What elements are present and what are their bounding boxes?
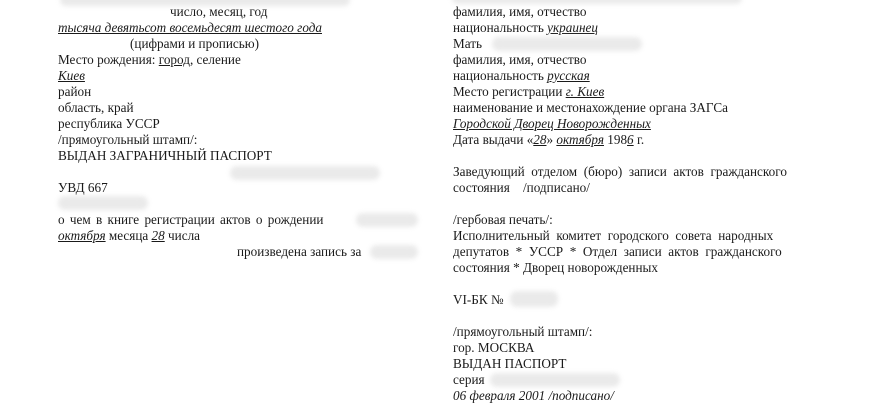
seal-text-line-1: Исполнительный комитет городского совета народных: [453, 228, 774, 243]
seal-text-line-3: состояния * Дворец новорожденных: [453, 260, 659, 275]
issue-date-label: Дата выдачи «: [453, 132, 534, 147]
stamp-label-2: /прямоугольный штамп/:: [453, 324, 593, 339]
certificate-number: VI-БК №: [453, 292, 504, 307]
issue-month: октября: [556, 132, 604, 147]
fio-label-mother: фамилия, имя, отчество: [453, 52, 587, 67]
series-label: серия: [453, 372, 485, 387]
head-of-department-line-1: Заведующий отделом (бюро) записи актов гражданского: [453, 164, 787, 179]
redacted-block: [492, 37, 642, 51]
nationality-mother-value: русская: [547, 68, 590, 83]
city-moscow: гор. МОСКВА: [453, 340, 535, 355]
birthplace-label: Место рождения:: [58, 52, 156, 67]
nationality-father-value: украинец: [547, 20, 598, 35]
redacted-block: [58, 196, 148, 210]
registry-month-label: месяца: [105, 228, 152, 243]
redacted-block: [356, 213, 418, 227]
issue-year-suffix: г.: [633, 132, 645, 147]
issue-date-mid: »: [546, 132, 557, 147]
redacted-block: [370, 245, 418, 259]
region-label: область, край: [58, 100, 134, 115]
nationality-mother-line: [453, 68, 590, 84]
redacted-block: [510, 291, 558, 307]
zags-value: Городской Дворец Новорожденных: [453, 116, 651, 131]
seal-text-line-2: депутатов * УССР * Отдел записи актов гражданского: [453, 244, 782, 259]
registration-place-label: Место регистрации: [453, 84, 563, 99]
registry-date-line: [58, 228, 200, 244]
issue-year-digit: 6: [627, 132, 634, 147]
birthplace-city-word: город: [158, 52, 190, 67]
zags-label: наименование и местонахождение органа ЗАГСа: [453, 100, 728, 115]
registry-sentence: о чем в книге регистрации актов о рождении: [58, 212, 324, 227]
registry-month: октября: [58, 228, 106, 243]
year-in-words: тысяча девятьсот восемьдесят шестого года: [58, 20, 322, 35]
registration-place-value: г. Киев: [565, 84, 605, 99]
republic-label: республика УССР: [58, 116, 160, 131]
issue-day: 28: [533, 132, 547, 147]
seal-label: /гербовая печать/:: [453, 212, 553, 227]
nationality-label: национальность: [453, 20, 544, 35]
registry-day-label: числа: [164, 228, 201, 243]
date-caption: число, месяц, год: [170, 4, 268, 19]
district-label: район: [58, 84, 92, 99]
issue-date-line: [453, 132, 644, 148]
stamp-label: /прямоугольный штамп/:: [58, 132, 198, 147]
record-made-text: произведена запись за: [237, 244, 362, 259]
mother-label: Мать: [453, 36, 483, 51]
passport-issue-date: 06 февраля 2001 /подписано/: [453, 388, 614, 403]
redacted-block: [230, 166, 380, 180]
digits-words-caption: (цифрами и прописью): [130, 36, 260, 51]
nationality-father-line: [453, 20, 598, 36]
passport-issued: ВЫДАН ПАСПОРТ: [453, 356, 567, 371]
fio-label-father: фамилия, имя, отчество: [453, 4, 587, 19]
registration-place-line: [453, 84, 604, 100]
birthplace-rest: , селение: [189, 52, 241, 67]
birth-city-value: Киев: [58, 68, 85, 83]
registry-day: 28: [151, 228, 165, 243]
birthplace-line: [58, 52, 241, 68]
issue-year-prefix: 198: [603, 132, 628, 147]
uvd-text: УВД 667: [58, 180, 108, 195]
redacted-block: [490, 373, 620, 387]
foreign-passport-text: ВЫДАН ЗАГРАНИЧНЫЙ ПАСПОРТ: [58, 148, 272, 163]
head-of-department-line-2: состояния /подписано/: [453, 180, 590, 195]
nationality-label: национальность: [453, 68, 544, 83]
